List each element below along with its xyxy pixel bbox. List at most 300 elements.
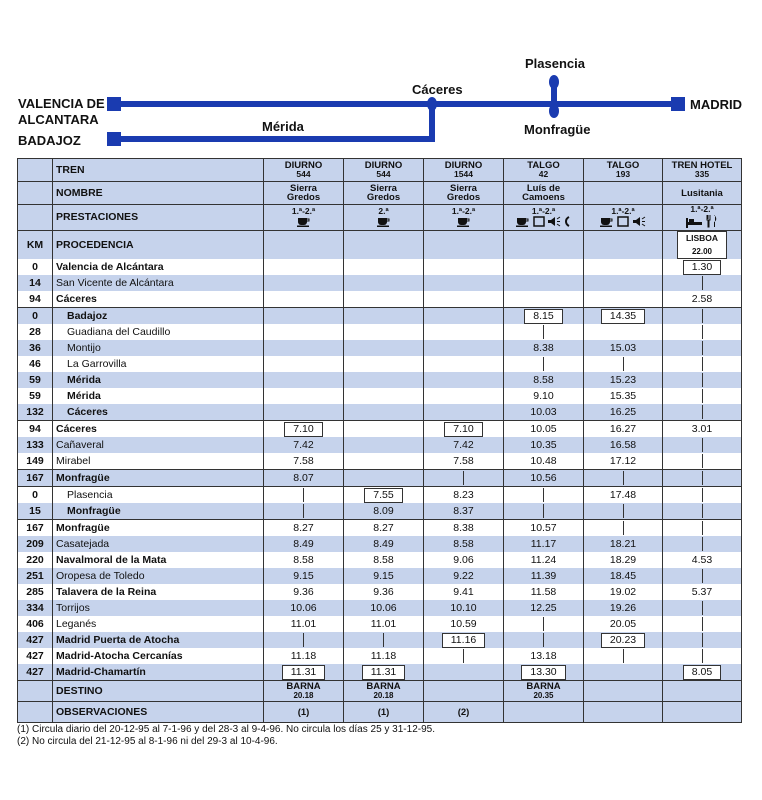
time-value: 10.10 <box>450 601 477 614</box>
time-value: 11.24 <box>530 553 557 566</box>
train-name-1: Sierra <box>370 183 397 194</box>
footer-destino: DESTINO <box>53 681 264 702</box>
time-value: 15.35 <box>609 389 637 402</box>
passes-without-stop <box>702 276 703 290</box>
time-cell <box>424 404 504 421</box>
time-cell <box>264 308 344 325</box>
time-cell <box>344 453 424 470</box>
train-0-prestaciones <box>264 205 344 231</box>
passes-without-stop <box>623 521 624 535</box>
time-cell <box>504 503 584 520</box>
time-cell <box>663 600 742 616</box>
time-cell <box>663 648 742 664</box>
time-cell <box>663 520 742 537</box>
passes-without-stop <box>543 504 544 518</box>
passes-without-stop <box>702 357 703 371</box>
train-1-name <box>344 182 424 205</box>
time-value: 18.29 <box>609 553 637 566</box>
station-name: Madrid Puerta de Atocha <box>53 632 264 648</box>
passes-without-stop <box>463 471 464 485</box>
time-cell <box>584 487 663 504</box>
time-value: 3.01 <box>691 422 713 435</box>
station-name: Cáceres <box>53 404 264 421</box>
time-value: 11.17 <box>530 537 557 550</box>
time-cell <box>663 568 742 584</box>
time-cell <box>504 291 584 308</box>
passes-without-stop <box>303 488 304 502</box>
time-cell <box>264 437 344 453</box>
time-value: 9.41 <box>453 585 474 598</box>
time-cell <box>663 308 742 325</box>
station-name: Guadiana del Caudillo <box>53 324 264 340</box>
time-cell <box>504 388 584 404</box>
time-cell <box>424 372 504 388</box>
speaker-icon <box>547 216 561 229</box>
procedencia-1 <box>344 231 424 260</box>
time-value-boxed: 7.10 <box>284 422 322 437</box>
train-number: 544 <box>296 169 311 179</box>
obs-value: (1) <box>297 706 310 718</box>
time-value: 8.23 <box>453 488 474 501</box>
header-nombre: NOMBRE <box>53 182 264 205</box>
route-map <box>0 0 762 158</box>
time-cell <box>504 664 584 681</box>
time-cell <box>344 648 424 664</box>
time-value-boxed: 11.31 <box>362 665 406 680</box>
footnotes <box>17 724 435 748</box>
station-name: Oropesa de Toledo <box>53 568 264 584</box>
train-type: DIURNO <box>444 160 483 171</box>
time-value: 8.38 <box>453 521 474 534</box>
time-cell <box>264 520 344 537</box>
train-name-1: Sierra <box>450 183 477 194</box>
station-name: Mirabel <box>53 453 264 470</box>
station-name: Cáceres <box>53 291 264 308</box>
time-value: 7.42 <box>293 438 314 451</box>
km-cell: 167 <box>18 520 53 537</box>
time-cell <box>504 600 584 616</box>
time-cell <box>264 568 344 584</box>
cup-icon <box>600 216 614 229</box>
passes-without-stop <box>702 373 703 387</box>
train-classes: 2.ª <box>378 205 389 216</box>
fork-knife-icon <box>705 214 719 230</box>
train-name-2: Camoens <box>522 192 565 203</box>
km-cell: 59 <box>18 372 53 388</box>
time-cell <box>344 388 424 404</box>
time-value: 10.05 <box>530 422 557 435</box>
passes-without-stop <box>543 357 544 371</box>
destino-value: BARNA 20.18 <box>366 681 401 700</box>
time-value: 10.06 <box>290 601 317 614</box>
km-cell: 46 <box>18 356 53 372</box>
label-madrid: MADRID <box>690 97 742 112</box>
station-name: Mérida <box>53 388 264 404</box>
train-type: TALGO <box>606 160 640 171</box>
passes-without-stop <box>702 504 703 518</box>
obs-4 <box>584 702 663 723</box>
caceres-stop-marker <box>427 97 437 111</box>
time-cell <box>264 632 344 648</box>
passes-without-stop <box>702 325 703 339</box>
time-cell <box>663 340 742 356</box>
time-value: 13.18 <box>530 649 557 662</box>
station-name: Monfragüe <box>53 520 264 537</box>
time-cell <box>504 552 584 568</box>
train-3-name <box>504 182 584 205</box>
time-cell <box>424 648 504 664</box>
time-cell <box>424 421 504 438</box>
destino-1 <box>344 681 424 702</box>
time-cell <box>584 568 663 584</box>
train-number: 1544 <box>454 169 473 179</box>
time-cell <box>663 536 742 552</box>
train-1-prestaciones <box>344 205 424 231</box>
origin-valencia-line2: ALCANTARA <box>18 112 99 127</box>
passes-without-stop <box>702 309 703 323</box>
train-2-name <box>424 182 504 205</box>
time-value: 9.22 <box>453 569 474 582</box>
blank-cell <box>18 205 53 231</box>
time-cell <box>424 584 504 600</box>
time-cell <box>344 259 424 275</box>
time-cell <box>424 356 504 372</box>
time-cell <box>663 453 742 470</box>
time-cell <box>424 600 504 616</box>
label-merida: Mérida <box>262 119 304 134</box>
km-cell: 149 <box>18 453 53 470</box>
time-value: 9.10 <box>533 389 554 402</box>
passes-without-stop <box>303 504 304 518</box>
time-cell <box>504 421 584 438</box>
station-name: Montijo <box>53 340 264 356</box>
time-cell <box>344 632 424 648</box>
time-value: 10.59 <box>450 617 477 630</box>
time-value: 9.36 <box>293 585 314 598</box>
train-number: 42 <box>538 169 549 179</box>
time-cell <box>584 324 663 340</box>
time-value: 15.03 <box>609 341 637 354</box>
destino-0 <box>264 681 344 702</box>
procedencia-3 <box>504 231 584 260</box>
header-tren: TREN <box>53 159 264 182</box>
timetable-body <box>18 159 742 723</box>
obs-5 <box>663 702 742 723</box>
destino-4 <box>584 681 663 702</box>
time-cell <box>663 437 742 453</box>
time-cell <box>584 404 663 421</box>
train-4-header <box>584 159 663 182</box>
time-cell <box>264 536 344 552</box>
time-value-boxed: 7.10 <box>444 422 482 437</box>
time-cell <box>424 437 504 453</box>
train-type: DIURNO <box>284 160 323 171</box>
passes-without-stop <box>702 471 703 485</box>
time-cell <box>344 324 424 340</box>
time-cell <box>264 503 344 520</box>
passes-without-stop <box>702 521 703 535</box>
time-cell <box>584 616 663 632</box>
time-cell <box>504 616 584 632</box>
km-cell: 133 <box>18 437 53 453</box>
time-value: 8.07 <box>293 471 314 484</box>
train-amenities <box>666 214 738 230</box>
passes-without-stop <box>702 633 703 647</box>
time-value: 19.26 <box>609 601 637 614</box>
time-value: 8.27 <box>293 521 314 534</box>
time-cell <box>584 520 663 537</box>
procedencia-2 <box>424 231 504 260</box>
time-value-boxed: 11.31 <box>282 665 326 680</box>
time-cell <box>584 536 663 552</box>
km-cell: 132 <box>18 404 53 421</box>
time-value: 10.06 <box>370 601 397 614</box>
passes-without-stop <box>623 471 624 485</box>
time-cell <box>344 600 424 616</box>
time-cell <box>584 356 663 372</box>
km-cell: 167 <box>18 470 53 487</box>
time-cell <box>424 664 504 681</box>
time-value: 10.56 <box>530 471 557 484</box>
procedencia-5 <box>663 231 742 260</box>
time-value: 7.58 <box>453 454 474 467</box>
time-cell <box>663 632 742 648</box>
destino-value: BARNA 20.18 <box>286 681 321 700</box>
time-value: 17.12 <box>609 454 637 467</box>
time-cell <box>264 664 344 681</box>
valencia-stop-marker <box>107 97 121 111</box>
label-caceres: Cáceres <box>412 82 463 97</box>
station-name: Talavera de la Reina <box>53 584 264 600</box>
blank-cell <box>18 702 53 723</box>
km-cell: 28 <box>18 324 53 340</box>
time-cell <box>264 584 344 600</box>
passes-without-stop <box>623 649 624 663</box>
time-cell <box>424 520 504 537</box>
time-cell <box>344 536 424 552</box>
time-cell <box>584 308 663 325</box>
passes-without-stop <box>702 617 703 631</box>
time-cell <box>663 275 742 291</box>
time-cell <box>663 503 742 520</box>
time-value: 9.06 <box>453 553 474 566</box>
passes-without-stop <box>543 488 544 502</box>
obs-1 <box>344 702 424 723</box>
station-name: Torrijos <box>53 600 264 616</box>
time-cell <box>264 470 344 487</box>
destino-5 <box>663 681 742 702</box>
phone-icon <box>564 216 571 229</box>
time-cell <box>264 388 344 404</box>
train-4-name <box>584 182 663 205</box>
time-value: 8.58 <box>453 537 474 550</box>
time-cell <box>344 616 424 632</box>
time-value: 18.45 <box>609 569 637 582</box>
time-cell <box>344 470 424 487</box>
time-value: 11.18 <box>290 649 317 662</box>
time-value-boxed: 1.30 <box>683 260 721 275</box>
km-cell: 14 <box>18 275 53 291</box>
time-cell <box>424 291 504 308</box>
time-value: 8.27 <box>373 521 394 534</box>
train-4-prestaciones <box>584 205 663 231</box>
badajoz-stop-marker <box>107 132 121 146</box>
time-cell <box>264 648 344 664</box>
station-name: Mérida <box>53 372 264 388</box>
time-cell <box>584 275 663 291</box>
screen-icon <box>617 216 629 229</box>
blank-cell <box>18 681 53 702</box>
time-cell <box>584 584 663 600</box>
time-cell <box>424 470 504 487</box>
time-cell <box>504 372 584 388</box>
time-cell <box>264 275 344 291</box>
time-cell <box>344 308 424 325</box>
time-cell <box>504 470 584 487</box>
km-cell: 59 <box>18 388 53 404</box>
time-value: 5.37 <box>691 585 713 598</box>
time-cell <box>264 487 344 504</box>
km-cell: 0 <box>18 487 53 504</box>
passes-without-stop <box>702 341 703 355</box>
procedencia-4 <box>584 231 663 260</box>
time-cell <box>344 356 424 372</box>
cup-icon <box>377 216 391 229</box>
passes-without-stop <box>383 633 384 647</box>
time-cell <box>584 552 663 568</box>
time-value: 9.36 <box>373 585 394 598</box>
train-3-header <box>504 159 584 182</box>
time-cell <box>424 536 504 552</box>
blank-cell <box>18 182 53 205</box>
footer-observaciones: OBSERVACIONES <box>53 702 264 723</box>
time-cell <box>424 324 504 340</box>
train-0-header <box>264 159 344 182</box>
label-monfrague: Monfragüe <box>524 122 591 137</box>
time-cell <box>504 632 584 648</box>
time-cell <box>424 503 504 520</box>
time-cell <box>424 388 504 404</box>
header-prestaciones: PRESTACIONES <box>53 205 264 231</box>
time-cell <box>584 664 663 681</box>
time-cell <box>424 275 504 291</box>
train-5-header <box>663 159 742 182</box>
station-name: Valencia de Alcántara <box>53 259 264 275</box>
time-value: 15.23 <box>609 373 637 386</box>
label-plasencia: Plasencia <box>525 56 585 71</box>
train-1-header <box>344 159 424 182</box>
train-number: 193 <box>615 169 631 179</box>
time-cell <box>504 648 584 664</box>
time-cell <box>264 453 344 470</box>
station-name: Cáceres <box>53 421 264 438</box>
time-value: 10.35 <box>530 438 557 451</box>
time-value: 8.49 <box>373 537 394 550</box>
time-cell <box>663 388 742 404</box>
obs-2 <box>424 702 504 723</box>
time-value: 11.58 <box>530 585 557 598</box>
time-value: 8.58 <box>373 553 394 566</box>
time-value: 11.18 <box>370 649 397 662</box>
train-amenities <box>267 216 340 229</box>
time-cell <box>663 470 742 487</box>
time-value-boxed: 8.15 <box>524 309 562 324</box>
station-name: Monfragüe <box>53 470 264 487</box>
header-km: KM <box>18 231 53 260</box>
train-name-2: Gredos <box>366 192 401 203</box>
time-value: 2.58 <box>691 292 713 305</box>
time-value-boxed: 11.16 <box>442 633 486 648</box>
time-cell <box>584 340 663 356</box>
time-value: 9.15 <box>293 569 314 582</box>
station-name: Navalmoral de la Mata <box>53 552 264 568</box>
passes-without-stop <box>463 649 464 663</box>
km-cell: 0 <box>18 259 53 275</box>
time-cell <box>504 453 584 470</box>
time-cell <box>424 552 504 568</box>
time-cell <box>584 291 663 308</box>
train-3-prestaciones <box>504 205 584 231</box>
km-cell: 36 <box>18 340 53 356</box>
time-cell <box>584 437 663 453</box>
time-value: 10.57 <box>530 521 557 534</box>
cup-icon <box>297 216 311 229</box>
station-name: Cañaveral <box>53 437 264 453</box>
time-cell <box>663 552 742 568</box>
train-type: TREN HOTEL <box>671 160 733 171</box>
monfrague-stop-marker <box>549 104 559 118</box>
time-cell <box>264 324 344 340</box>
time-cell <box>344 503 424 520</box>
passes-without-stop <box>702 649 703 663</box>
km-cell: 406 <box>18 616 53 632</box>
train-classes: 1.ª-2.ª <box>451 205 476 216</box>
train-number: 335 <box>694 169 710 179</box>
time-value: 7.42 <box>453 438 474 451</box>
time-cell <box>264 372 344 388</box>
km-cell: 209 <box>18 536 53 552</box>
km-cell: 427 <box>18 648 53 664</box>
time-cell <box>504 568 584 584</box>
time-cell <box>584 388 663 404</box>
time-cell <box>264 616 344 632</box>
time-value: 10.48 <box>530 454 557 467</box>
station-name: Madrid-Chamartín <box>53 664 264 681</box>
procedencia-value: LISBOA 22.00 <box>677 231 727 259</box>
time-cell <box>663 664 742 681</box>
km-cell: 94 <box>18 421 53 438</box>
cup-icon <box>516 216 530 229</box>
time-cell <box>344 437 424 453</box>
time-cell <box>424 616 504 632</box>
km-cell: 220 <box>18 552 53 568</box>
km-cell: 0 <box>18 308 53 325</box>
station-name: La Garrovilla <box>53 356 264 372</box>
train-classes: 1.ª-2.ª <box>531 205 556 216</box>
time-cell <box>344 291 424 308</box>
time-cell <box>584 503 663 520</box>
train-0-name <box>264 182 344 205</box>
time-cell <box>504 584 584 600</box>
train-5-name <box>663 182 742 205</box>
time-value: 8.38 <box>533 341 554 354</box>
time-cell <box>584 259 663 275</box>
train-name-1: Sierra <box>290 183 317 194</box>
time-cell <box>504 487 584 504</box>
km-cell: 427 <box>18 632 53 648</box>
time-cell <box>663 372 742 388</box>
km-cell: 285 <box>18 584 53 600</box>
